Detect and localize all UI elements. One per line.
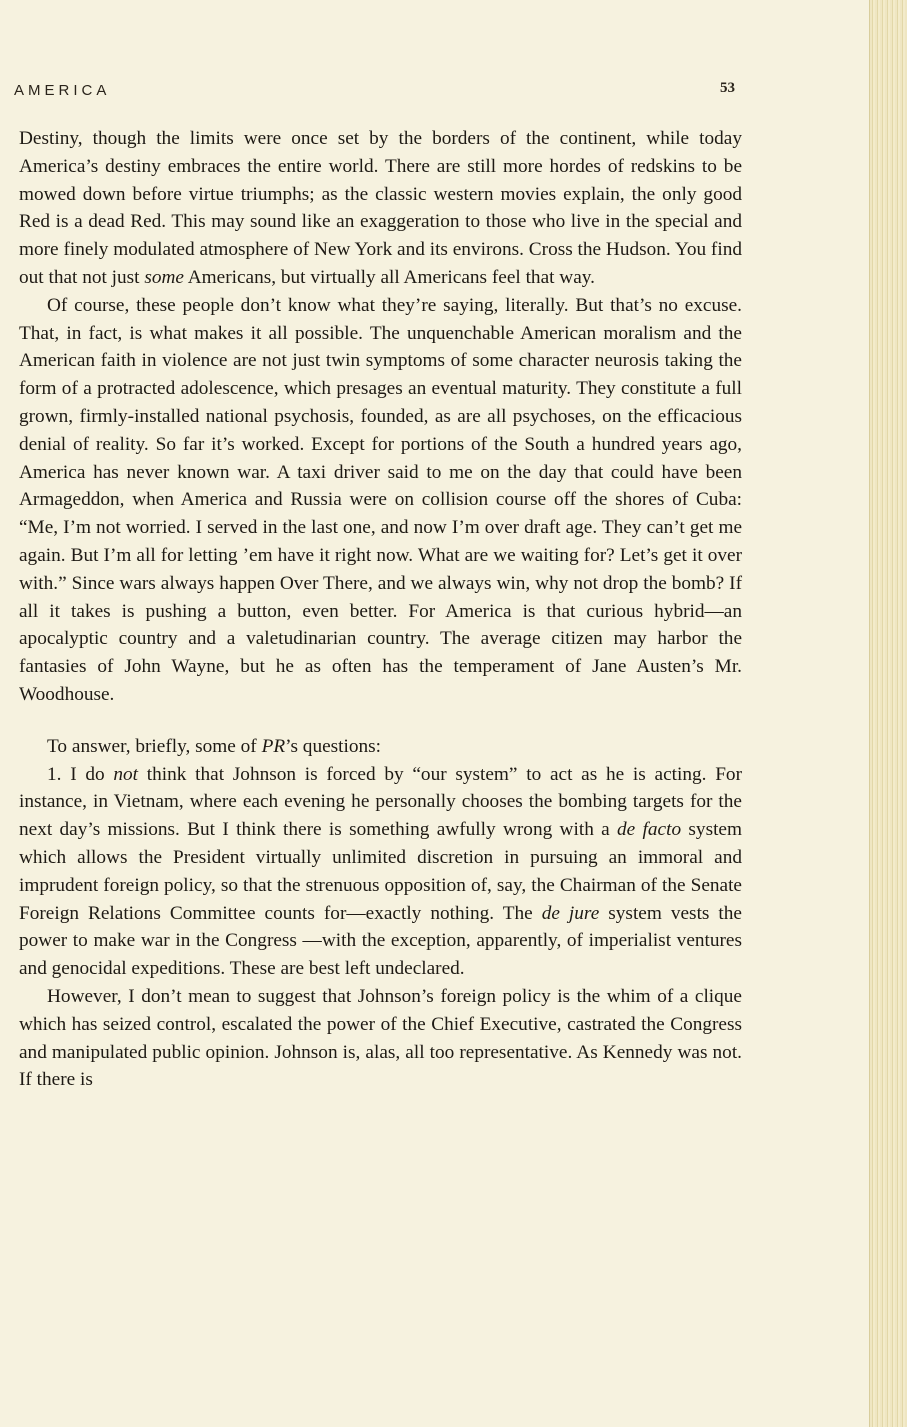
italic-run: not [113, 763, 139, 785]
italic-run: de facto [617, 819, 682, 841]
paragraph-however [19, 983, 742, 1094]
text-run: However, I don’t mean to suggest that Johnson’s foreign policy is the whim of a clique which has seized control, escalated the power of the Chief Executive, castrated the Congress and manipulated public opinion. Johnson is, alas, all too representative. As Kennedy was not. If there is [19, 985, 742, 1091]
text-run: system which allows the President virtually unlimited discretion in pursuing an immoral and imprudent foreign policy, so that the strenuous opposition of, say, the Chairman of the Senate Foreign Relations Committee counts for—exactly nothing. The [19, 819, 742, 924]
italic-run: some [144, 266, 184, 288]
paragraph-of-course [19, 292, 742, 709]
paragraph-to-answer [19, 733, 742, 761]
italic-run: de jure [541, 902, 600, 924]
text-run: Of course, these people don’t know what they’re saying, literally. But that’s no excuse. That, in fact, is what makes it all possible. The unquenchable American moralism and the American faith in violence are not just twin symptoms of some character neurosis taking the form of a protracted adolescence, which presages an eventual maturity. They constitute a full grown, firmly-installed national psychosis, founded, as are all psychoses, on the efficacious denial of reality. So far it’s worked. Except for portions of the South a hundred years ago, America has never known war. A taxi driver said to me on the day that could have been Armageddon, when America and Russia were on collision course off the shores of Cuba: “Me, I’m not worried. I served in the last one, and now I’m over draft age. They can’t get me again. But I’m all for letting ’em have it right now. What are we waiting for? Let’s get it over with.” Since wars always happen Over There, and we always win, why not drop the bomb? If all it takes is pushing a button, even better. For America is that curious hybrid—an apocalyptic country and a valetudinarian country. The average citizen may harbor the fantasies of John Wayne, but he as often has the temperament of Jane Austen’s Mr. Woodhouse. [19, 294, 742, 705]
paragraph-destiny [19, 125, 742, 292]
paragraph-answer-one [19, 761, 742, 983]
text-run: Destiny, though the limits were once set by the borders of the continent, while today America’s destiny embraces the entire world. There are still more hordes of redskins to be mowed down before virtue triumphs; as the classic western movies explain, the only good Red is a dead Red. This may sound like an exaggeration to those who live in the special and more finely modulated atmosphere of New York and its environs. Cross the Hudson. You find out that not just [19, 128, 742, 288]
text-run: Americans, but virtually all Americans feel that way. [183, 266, 595, 288]
text-run: ’s questions: [285, 735, 382, 757]
text-run: 1. I do [47, 763, 114, 785]
italic-run: PR [261, 735, 286, 757]
running-head: AMERICA [14, 82, 111, 99]
text-run: think that Johnson is forced by “our system” to act as he is acting. For instance, in Vietnam, where each evening he personally chooses the bombing targets for the next day’s missions. But I think there is something awfully wrong with a [19, 763, 742, 841]
page-edge [869, 0, 907, 1427]
text-run: To answer, briefly, some of [47, 735, 262, 757]
body-text [19, 125, 742, 1094]
page-number: 53 [720, 80, 735, 96]
text-run: system vests the power to make war in the Congress —with the exception, apparently, of imperialist ventures and genocidal expeditions. These are best left undeclared. [19, 902, 742, 980]
